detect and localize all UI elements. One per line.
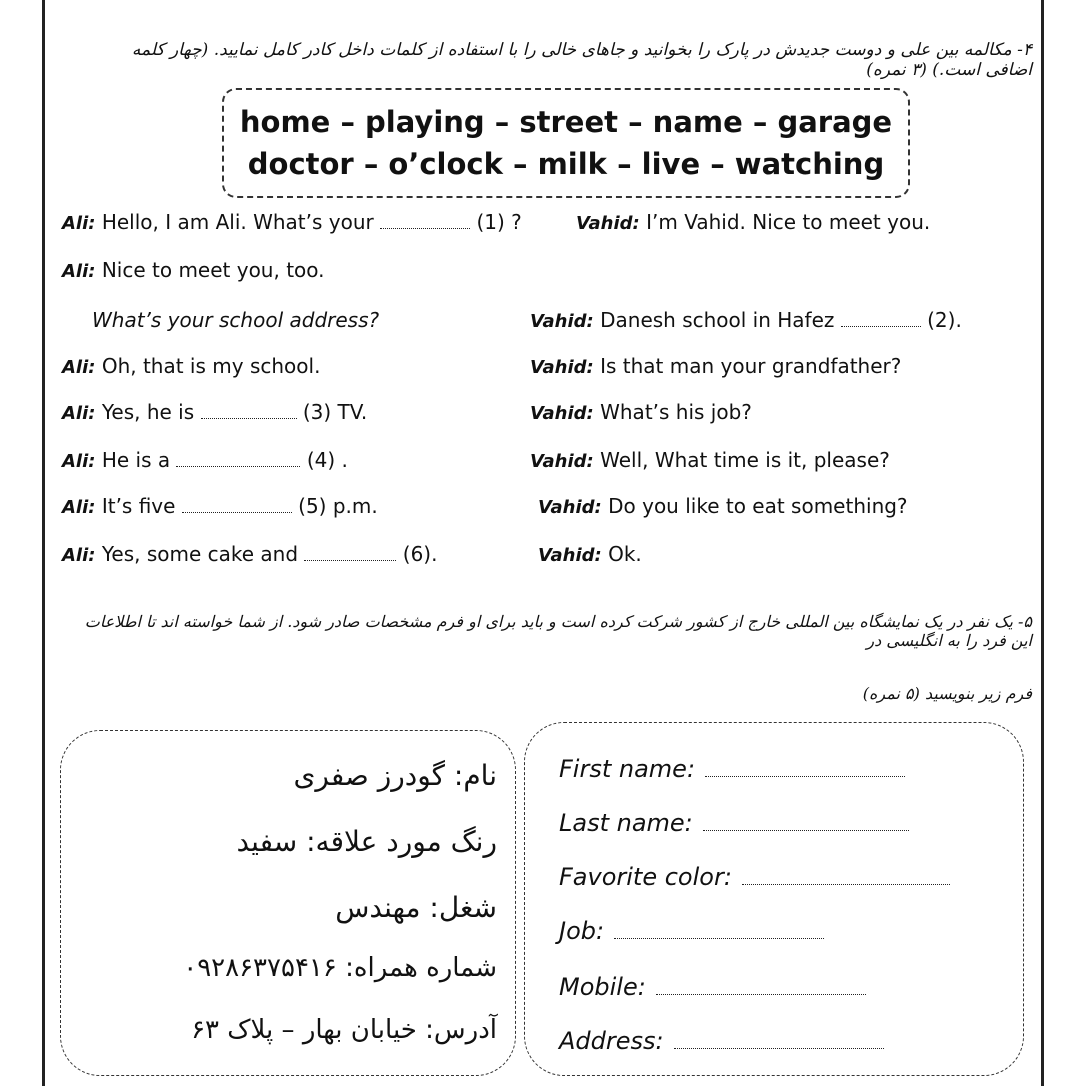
dialogue-text: Danesh school in Hafez xyxy=(593,308,841,332)
dialogue-text: What’s your school address? xyxy=(92,308,380,332)
speaker-label: Vahid: xyxy=(538,497,602,518)
dialogue-line-6 xyxy=(62,354,320,378)
favorite-color-blank[interactable] xyxy=(742,870,950,885)
mobile-blank[interactable] xyxy=(656,980,866,995)
job-field[interactable] xyxy=(559,917,824,945)
dialogue-line-5 xyxy=(530,308,962,332)
blank-number: (1) ? xyxy=(470,210,522,234)
persian-name: نام: گودرز صفری xyxy=(293,759,497,792)
dialogue-line-9 xyxy=(530,400,752,424)
speaker-label: Ali: xyxy=(62,357,96,378)
dialogue-line-13 xyxy=(538,494,908,518)
blank-2[interactable] xyxy=(841,310,921,327)
speaker-label: Ali: xyxy=(62,451,96,472)
persian-job: شغل: مهندس xyxy=(335,891,497,924)
speaker-label: Vahid: xyxy=(530,311,594,332)
blank-number: (2). xyxy=(920,308,962,332)
mobile-field[interactable] xyxy=(559,973,866,1001)
dialogue-text: Yes, he is xyxy=(95,400,201,424)
page-border-right xyxy=(1041,0,1044,1086)
dialogue-line-12 xyxy=(62,494,378,518)
blank-number: (5) p.m. xyxy=(291,494,378,518)
address-blank[interactable] xyxy=(674,1034,884,1049)
word-bank-line-2: doctor – o’clock – milk – live – watching xyxy=(247,147,885,181)
dialogue-line-14 xyxy=(62,542,437,566)
dialogue-line-1 xyxy=(62,210,522,234)
last-name-label: Last name: xyxy=(559,809,693,837)
first-name-field[interactable] xyxy=(559,755,905,783)
speaker-label: Ali: xyxy=(62,497,96,518)
mobile-label: Mobile: xyxy=(559,973,646,1001)
dialogue-text: Well, What time is it, please? xyxy=(593,448,890,472)
last-name-blank[interactable] xyxy=(703,816,909,831)
blank-3[interactable] xyxy=(201,402,297,419)
dialogue-line-2 xyxy=(576,210,930,234)
address-label: Address: xyxy=(559,1027,664,1055)
blank-number: (6). xyxy=(396,542,438,566)
dialogue-line-8 xyxy=(62,400,367,424)
blank-1[interactable] xyxy=(380,212,470,229)
blank-4[interactable] xyxy=(176,450,300,467)
dialogue-text: I’m Vahid. Nice to meet you. xyxy=(639,210,931,234)
dialogue-text: Is that man your grandfather? xyxy=(593,354,902,378)
persian-favorite-color: رنگ مورد علاقه: سفید xyxy=(236,825,497,858)
word-bank-box xyxy=(222,88,910,198)
speaker-label: Vahid: xyxy=(530,357,594,378)
speaker-label: Ali: xyxy=(62,261,96,282)
dialogue-line-10 xyxy=(62,448,348,472)
question-5-instruction-line-1: ۵- یک نفر در یک نمایشگاه بین المللی خارج از کشور شرکت کرده است و باید برای او فرم مشخصات صادر شود. از شما خواسته اند تا اطلاعات این فرد را به انگلیسی در xyxy=(84,612,1032,650)
question-5-instruction-line-2: فرم زیر بنویسید (۵ نمره) xyxy=(862,684,1032,703)
address-field[interactable] xyxy=(559,1027,884,1055)
speaker-label: Vahid: xyxy=(530,403,594,424)
blank-6[interactable] xyxy=(304,544,396,561)
speaker-label: Ali: xyxy=(62,403,96,424)
dialogue-line-7 xyxy=(530,354,901,378)
english-form-card xyxy=(524,722,1024,1076)
page-border-left xyxy=(42,0,45,1086)
dialogue-text: It’s five xyxy=(95,494,182,518)
persian-info-card xyxy=(60,730,516,1076)
blank-number: (4) . xyxy=(300,448,348,472)
speaker-label: Vahid: xyxy=(576,213,640,234)
dialogue-text: Ok. xyxy=(601,542,642,566)
dialogue-line-15 xyxy=(538,542,642,566)
blank-number: (3) TV. xyxy=(296,400,368,424)
word-bank-line-1: home – playing – street – name – garage xyxy=(239,105,893,139)
speaker-label: Vahid: xyxy=(538,545,602,566)
job-label: Job: xyxy=(559,917,605,945)
persian-address: آدرس: خیابان بهار – پلاک ۶۳ xyxy=(191,1015,497,1045)
last-name-field[interactable] xyxy=(559,809,909,837)
dialogue-text: He is a xyxy=(95,448,177,472)
dialogue-text: Hello, I am Ali. What’s your xyxy=(95,210,381,234)
dialogue-text: Yes, some cake and xyxy=(95,542,305,566)
dialogue-text: Nice to meet you, too. xyxy=(95,258,325,282)
dialogue-text: Oh, that is my school. xyxy=(95,354,321,378)
speaker-label: Ali: xyxy=(62,213,96,234)
favorite-color-label: Favorite color: xyxy=(559,863,732,891)
question-4-instruction: ۴- مکالمه بین علی و دوست جدیدش در پارک را بخوانید و جاهای خالی را با استفاده از کلمات داخل کادر کامل نمایید. (چهار کلمه اضافی است.) (۳ نمره) xyxy=(131,40,1032,80)
dialogue-line-4 xyxy=(92,308,379,332)
favorite-color-field[interactable] xyxy=(559,863,950,891)
dialogue-text: Do you like to eat something? xyxy=(601,494,908,518)
speaker-label: Ali: xyxy=(62,545,96,566)
dialogue-line-11 xyxy=(530,448,890,472)
job-blank[interactable] xyxy=(614,924,824,939)
blank-5[interactable] xyxy=(182,496,292,513)
dialogue-text: What’s his job? xyxy=(593,400,752,424)
persian-mobile: شماره همراه: ۰۹۲۸۶۳۷۵۴۱۶ xyxy=(183,953,497,983)
first-name-blank[interactable] xyxy=(705,762,905,777)
first-name-label: First name: xyxy=(559,755,696,783)
speaker-label: Vahid: xyxy=(530,451,594,472)
dialogue-line-3 xyxy=(62,258,325,282)
